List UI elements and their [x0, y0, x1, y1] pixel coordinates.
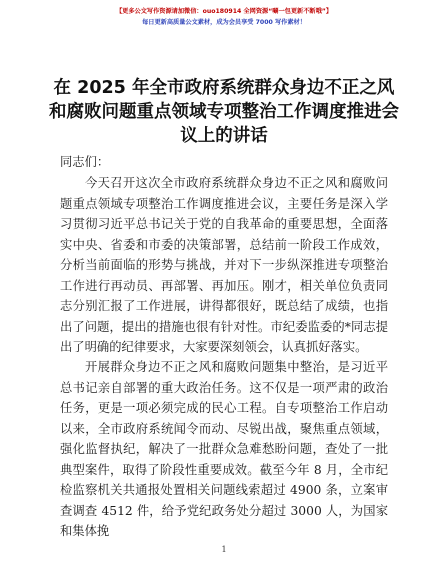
promo-banner-line1: 【更多公文写作资源请加微信：ouo180914 全网资源“唰一包更新不断哦”】 [115, 8, 333, 15]
paragraph-1-text: 今天召开这次全市政府系统群众身边不正之风和腐败问题重点领域专项整治工作调度推进会议，主要任务是深入学习贯彻习近平总书记关于党的自我革命的重要思想，全面落实中央、省委和市委的决策部署，总结前一阶段工作成效，分析当前面临的形势与挑战，并对下一步纵深推进专项整治工作进行再动员、再部署、再加压。刚才，相关单位负责同志分别汇报了工作进展，讲得都很好，既总结了成绩，也指出了问题，提出的措施也很有针对性。市纪委监委的*同志提出了明确的纪律要求，大家要深刻领会，认真抓好落实。 [60, 176, 388, 354]
paragraph-1 [60, 173, 388, 358]
greeting: 同志们： [60, 155, 110, 169]
page-number: 1 [221, 545, 227, 554]
paragraph-2-text: 开展群众身边不正之风和腐败问题集中整治，是习近平总书记亲自部署的重大政治任务。这不仅是一项严肃的政治任务，更是一项必须完成的民心工程。自专项整治工作启动以来，全市政府系统闻令而动、尽锐出战，聚焦重点领域，强化监督执纪，解决了一批群众急难愁盼问题，查处了一批典型案件，取得了阶段性重要成效。截至今年 8 月，全市纪检监察机关共通报处置相关问题线索超过 4900 条，立案审查调查 4512 件，给予党纪政务处分超过 3000 人，为国家和集体挽 [60, 360, 388, 538]
document-title: 在 2025 年全市政府系统群众身边不正之风和腐败问题重点领域专项整治工作调度推进会议上的讲话 [49, 78, 399, 146]
paragraph-2 [60, 357, 388, 542]
promo-banner-line2: 每日更新高质量公文素材，成为会员享受 7000 写作素材！ [142, 19, 306, 26]
